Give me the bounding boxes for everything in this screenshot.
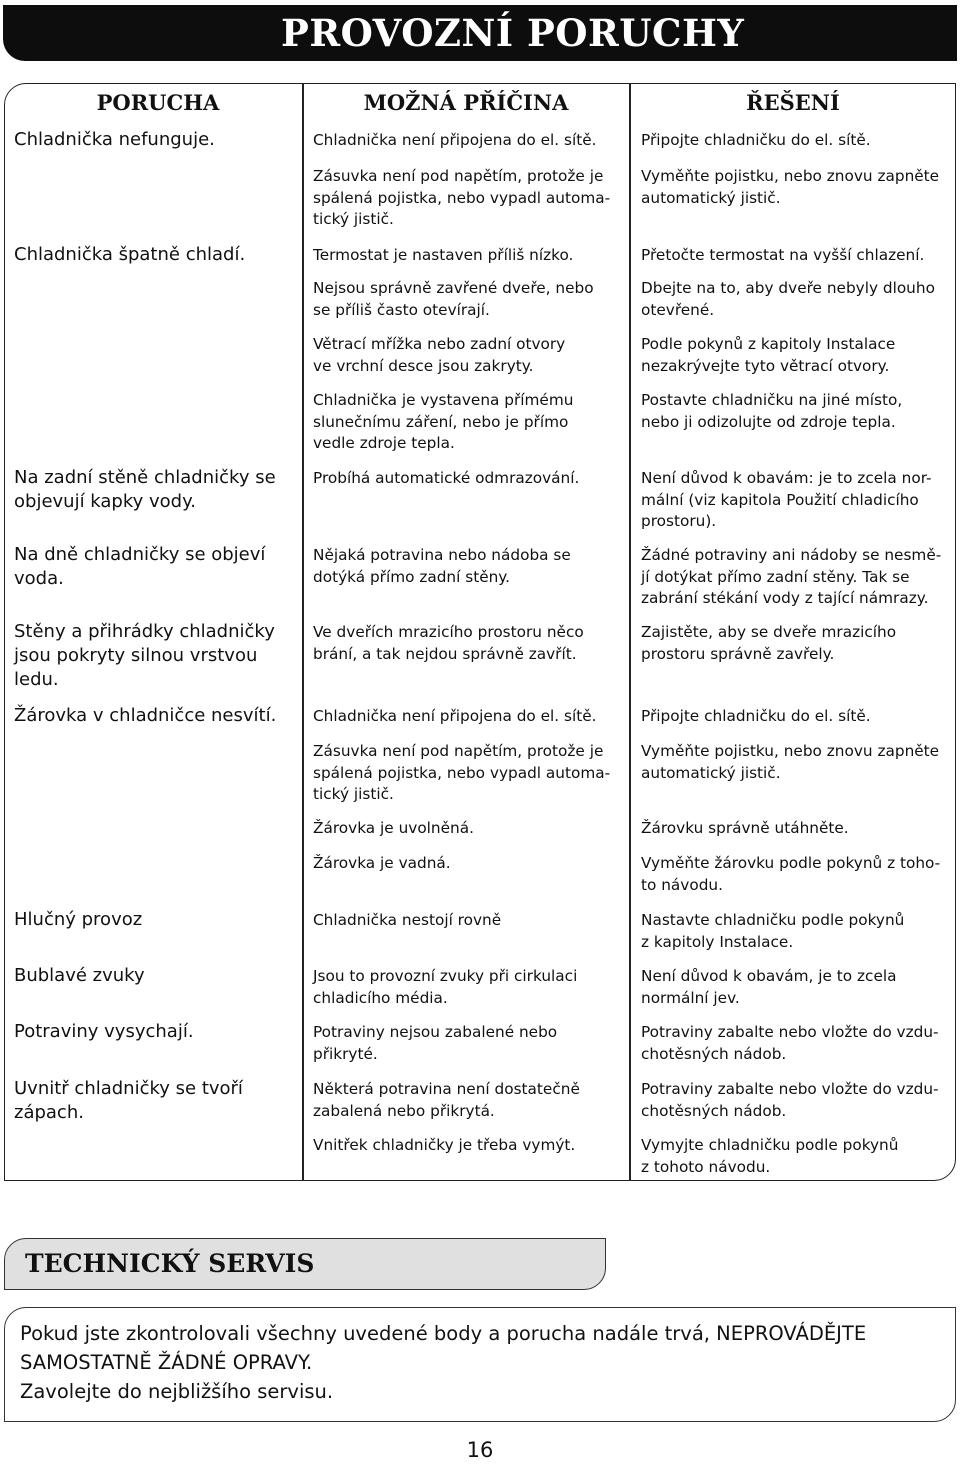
cause-cell	[313, 910, 501, 932]
cause-text: Vnitřek chladničky je třeba vymýt.	[313, 1136, 576, 1154]
cause-text: Probíhá automatické odmrazování.	[313, 469, 580, 487]
cause-cell	[313, 390, 573, 455]
fault-cell	[14, 620, 275, 692]
solution-cell	[641, 166, 939, 209]
solution-text: Potraviny zabalte nebo vložte do vzdu-	[641, 1023, 939, 1041]
solution-text: Postavte chladničku na jiné místo,	[641, 391, 903, 409]
cause-cell	[313, 245, 573, 267]
solution-text: prostoru).	[641, 512, 717, 530]
page-number: 16	[466, 1438, 494, 1462]
solution-cell	[641, 1022, 939, 1065]
solution-text: nezakrývejte tyto větrací otvory.	[641, 356, 890, 375]
cause-cell	[313, 1079, 580, 1122]
solution-cell	[641, 130, 871, 152]
cause-cell	[313, 966, 577, 1009]
cause-cell	[313, 1022, 557, 1065]
solution-cell	[641, 1079, 939, 1122]
solution-cell	[641, 910, 904, 953]
cause-cell	[313, 545, 571, 588]
cause-text: Chladnička je vystavena přímému	[313, 391, 574, 409]
solution-text: zabrání stékání vody z tající námrazy.	[641, 589, 929, 607]
cause-text: Žárovka je vadná.	[313, 854, 451, 872]
service-line: SAMOSTATNĚ ŽÁDNÉ OPRAVY.	[20, 1351, 313, 1374]
cause-cell	[313, 334, 565, 377]
cause-text: se příliš často otevírají.	[313, 300, 490, 319]
solution-text: Připojte chladničku do el. sítě.	[641, 707, 871, 725]
solution-cell	[641, 278, 935, 321]
service-heading	[4, 1238, 606, 1290]
fault-cell	[14, 543, 265, 591]
solution-cell	[641, 818, 849, 840]
cause-text: ve vrchní desce jsou zakryty.	[313, 356, 534, 375]
service-line: Zavolejte do nejbližšího servisu.	[20, 1380, 334, 1403]
cause-text: Zásuvka není pod napětím, protože je	[313, 742, 604, 760]
solution-text: jí dotýkat přímo zadní stěny. Tak se	[641, 567, 910, 586]
service-line: Pokud jste zkontrolovali všechny uvedené body a porucha nadále trvá, NEPROVÁDĚJTE	[20, 1322, 867, 1345]
solution-text: normální jev.	[641, 988, 740, 1007]
cause-text: tický jistič.	[313, 210, 394, 228]
solution-cell	[641, 966, 896, 1009]
cause-text: Potraviny nejsou zabalené nebo	[313, 1023, 558, 1041]
cause-cell	[313, 741, 610, 806]
column-divider	[629, 83, 631, 1181]
cause-text: zabalená nebo přikrytá.	[313, 1101, 495, 1120]
solution-text: Přetočte termostat na vyšší chlazení.	[641, 246, 925, 264]
fault-text: zápach.	[14, 1102, 84, 1123]
solution-text: chotěsných nádob.	[641, 1101, 787, 1120]
solution-text: otevřené.	[641, 300, 715, 319]
solution-cell	[641, 1135, 898, 1178]
cause-text: přikryté.	[313, 1044, 378, 1063]
cause-cell	[313, 130, 597, 152]
solution-text: Žárovku správně utáhněte.	[641, 819, 849, 837]
cause-cell	[313, 166, 610, 231]
cause-text: Chladnička nestojí rovně	[313, 911, 502, 929]
fault-text: Chladnička nefunguje.	[14, 129, 215, 150]
header-solution: ŘEŠENÍ	[746, 90, 840, 115]
cause-cell	[313, 622, 584, 665]
fault-cell	[14, 964, 145, 988]
solution-text: nebo ji odizolujte od zdroje tepla.	[641, 412, 896, 431]
cause-text: spálená pojistka, nebo vypadl automa-	[313, 763, 611, 782]
solution-cell	[641, 545, 941, 610]
service-text	[20, 1319, 866, 1406]
solution-text: automatický jistič.	[641, 763, 781, 782]
solution-text: Potraviny zabalte nebo vložte do vzdu-	[641, 1080, 939, 1098]
cause-text: Některá potravina není dostatečně	[313, 1080, 580, 1098]
solution-text: Vyměňte žárovku podle pokynů z toho-	[641, 854, 941, 872]
fault-text: Potraviny vysychají.	[14, 1021, 194, 1042]
fault-text: Uvnitř chladničky se tvoří	[14, 1078, 243, 1099]
fault-text: Na zadní stěně chladničky se	[14, 467, 276, 488]
solution-text: automatický jistič.	[641, 188, 781, 207]
cause-text: dotýká přímo zadní stěny.	[313, 567, 511, 586]
solution-text: mální (viz kapitola Použití chladicího	[641, 490, 919, 509]
solution-text: Není důvod k obavám: je to zcela nor-	[641, 469, 932, 487]
solution-cell	[641, 853, 940, 896]
solution-text: z tohoto návodu.	[641, 1157, 771, 1176]
cause-text: vedle zdroje tepla.	[313, 434, 455, 452]
fault-text: Chladnička špatně chladí.	[14, 244, 246, 265]
solution-cell	[641, 334, 895, 377]
solution-cell	[641, 741, 939, 784]
cause-text: tický jistič.	[313, 785, 394, 803]
solution-text: prostoru správně zavřely.	[641, 644, 835, 663]
solution-cell	[641, 706, 871, 728]
fault-cell	[14, 243, 245, 267]
fault-cell	[14, 1077, 243, 1125]
solution-cell	[641, 245, 924, 267]
fault-text: Hlučný provoz	[14, 909, 143, 930]
solution-text: Vymyjte chladničku podle pokynů	[641, 1136, 899, 1154]
fault-cell	[14, 1020, 194, 1044]
solution-text: Zajistěte, aby se dveře mrazicího	[641, 623, 897, 641]
solution-text: Připojte chladničku do el. sítě.	[641, 131, 871, 149]
column-divider	[302, 83, 304, 1181]
cause-text: Nějaká potravina nebo nádoba se	[313, 546, 571, 564]
solution-cell	[641, 468, 932, 533]
solution-text: Nastavte chladničku podle pokynů	[641, 911, 905, 929]
fault-text: Žárovka v chladničce nesvítí.	[14, 705, 277, 726]
cause-cell	[313, 706, 597, 728]
cause-text: chladicího média.	[313, 988, 448, 1007]
fault-text: ledu.	[14, 669, 59, 690]
cause-text: spálená pojistka, nebo vypadl automa-	[313, 188, 611, 207]
fault-text: Stěny a přihrádky chladničky	[14, 621, 275, 642]
cause-cell	[313, 468, 579, 490]
cause-text: Nejsou správně zavřené dveře, nebo	[313, 279, 594, 297]
fault-text: jsou pokryty silnou vrstvou	[14, 645, 258, 666]
solution-text: to návodu.	[641, 875, 723, 894]
solution-text: Dbejte na to, aby dveře nebyly dlouho	[641, 279, 935, 297]
title-bar	[3, 5, 957, 61]
solution-text: z kapitoly Instalace.	[641, 932, 794, 951]
solution-text: Vyměňte pojistku, nebo znovu zapněte	[641, 742, 940, 760]
solution-cell	[641, 390, 902, 433]
solution-text: Žádné potraviny ani nádoby se nesmě-	[641, 546, 942, 564]
cause-text: Větrací mřížka nebo zadní otvory	[313, 335, 566, 353]
fault-cell	[14, 466, 276, 514]
cause-text: Žárovka je uvolněná.	[313, 819, 474, 837]
cause-text: Ve dveřích mrazicího prostoru něco	[313, 623, 584, 641]
fault-text: objevují kapky vody.	[14, 491, 196, 512]
fault-cell	[14, 704, 276, 728]
header-fault: PORUCHA	[96, 90, 220, 115]
solution-text: Vyměňte pojistku, nebo znovu zapněte	[641, 167, 940, 185]
solution-text: Podle pokynů z kapitoly Instalace	[641, 335, 896, 353]
fault-text: Na dně chladničky se objeví	[14, 544, 266, 565]
fault-cell	[14, 128, 215, 152]
cause-text: slunečnímu záření, nebo je přímo	[313, 412, 569, 431]
fault-cell	[14, 908, 142, 932]
cause-text: Chladnička není připojena do el. sítě.	[313, 131, 597, 149]
service-title: TECHNICKÝ SERVIS	[25, 1249, 315, 1278]
cause-text: Chladnička není připojena do el. sítě.	[313, 707, 597, 725]
fault-text: voda.	[14, 568, 64, 589]
solution-text: chotěsných nádob.	[641, 1044, 787, 1063]
cause-cell	[313, 818, 474, 840]
solution-text: Není důvod k obavám, je to zcela	[641, 967, 897, 985]
header-cause: MOŽNÁ PŘÍČINA	[363, 90, 569, 115]
cause-text: Zásuvka není pod napětím, protože je	[313, 167, 604, 185]
solution-cell	[641, 622, 896, 665]
cause-text: brání, a tak nejdou správně zavřít.	[313, 644, 577, 663]
fault-text: Bublavé zvuky	[14, 965, 145, 986]
cause-cell	[313, 853, 451, 875]
cause-cell	[313, 278, 594, 321]
cause-text: Jsou to provozní zvuky při cirkulaci	[313, 967, 578, 985]
cause-text: Termostat je nastaven příliš nízko.	[313, 246, 574, 264]
cause-cell	[313, 1135, 575, 1157]
page-title: PROVOZNÍ PORUCHY	[281, 11, 745, 55]
